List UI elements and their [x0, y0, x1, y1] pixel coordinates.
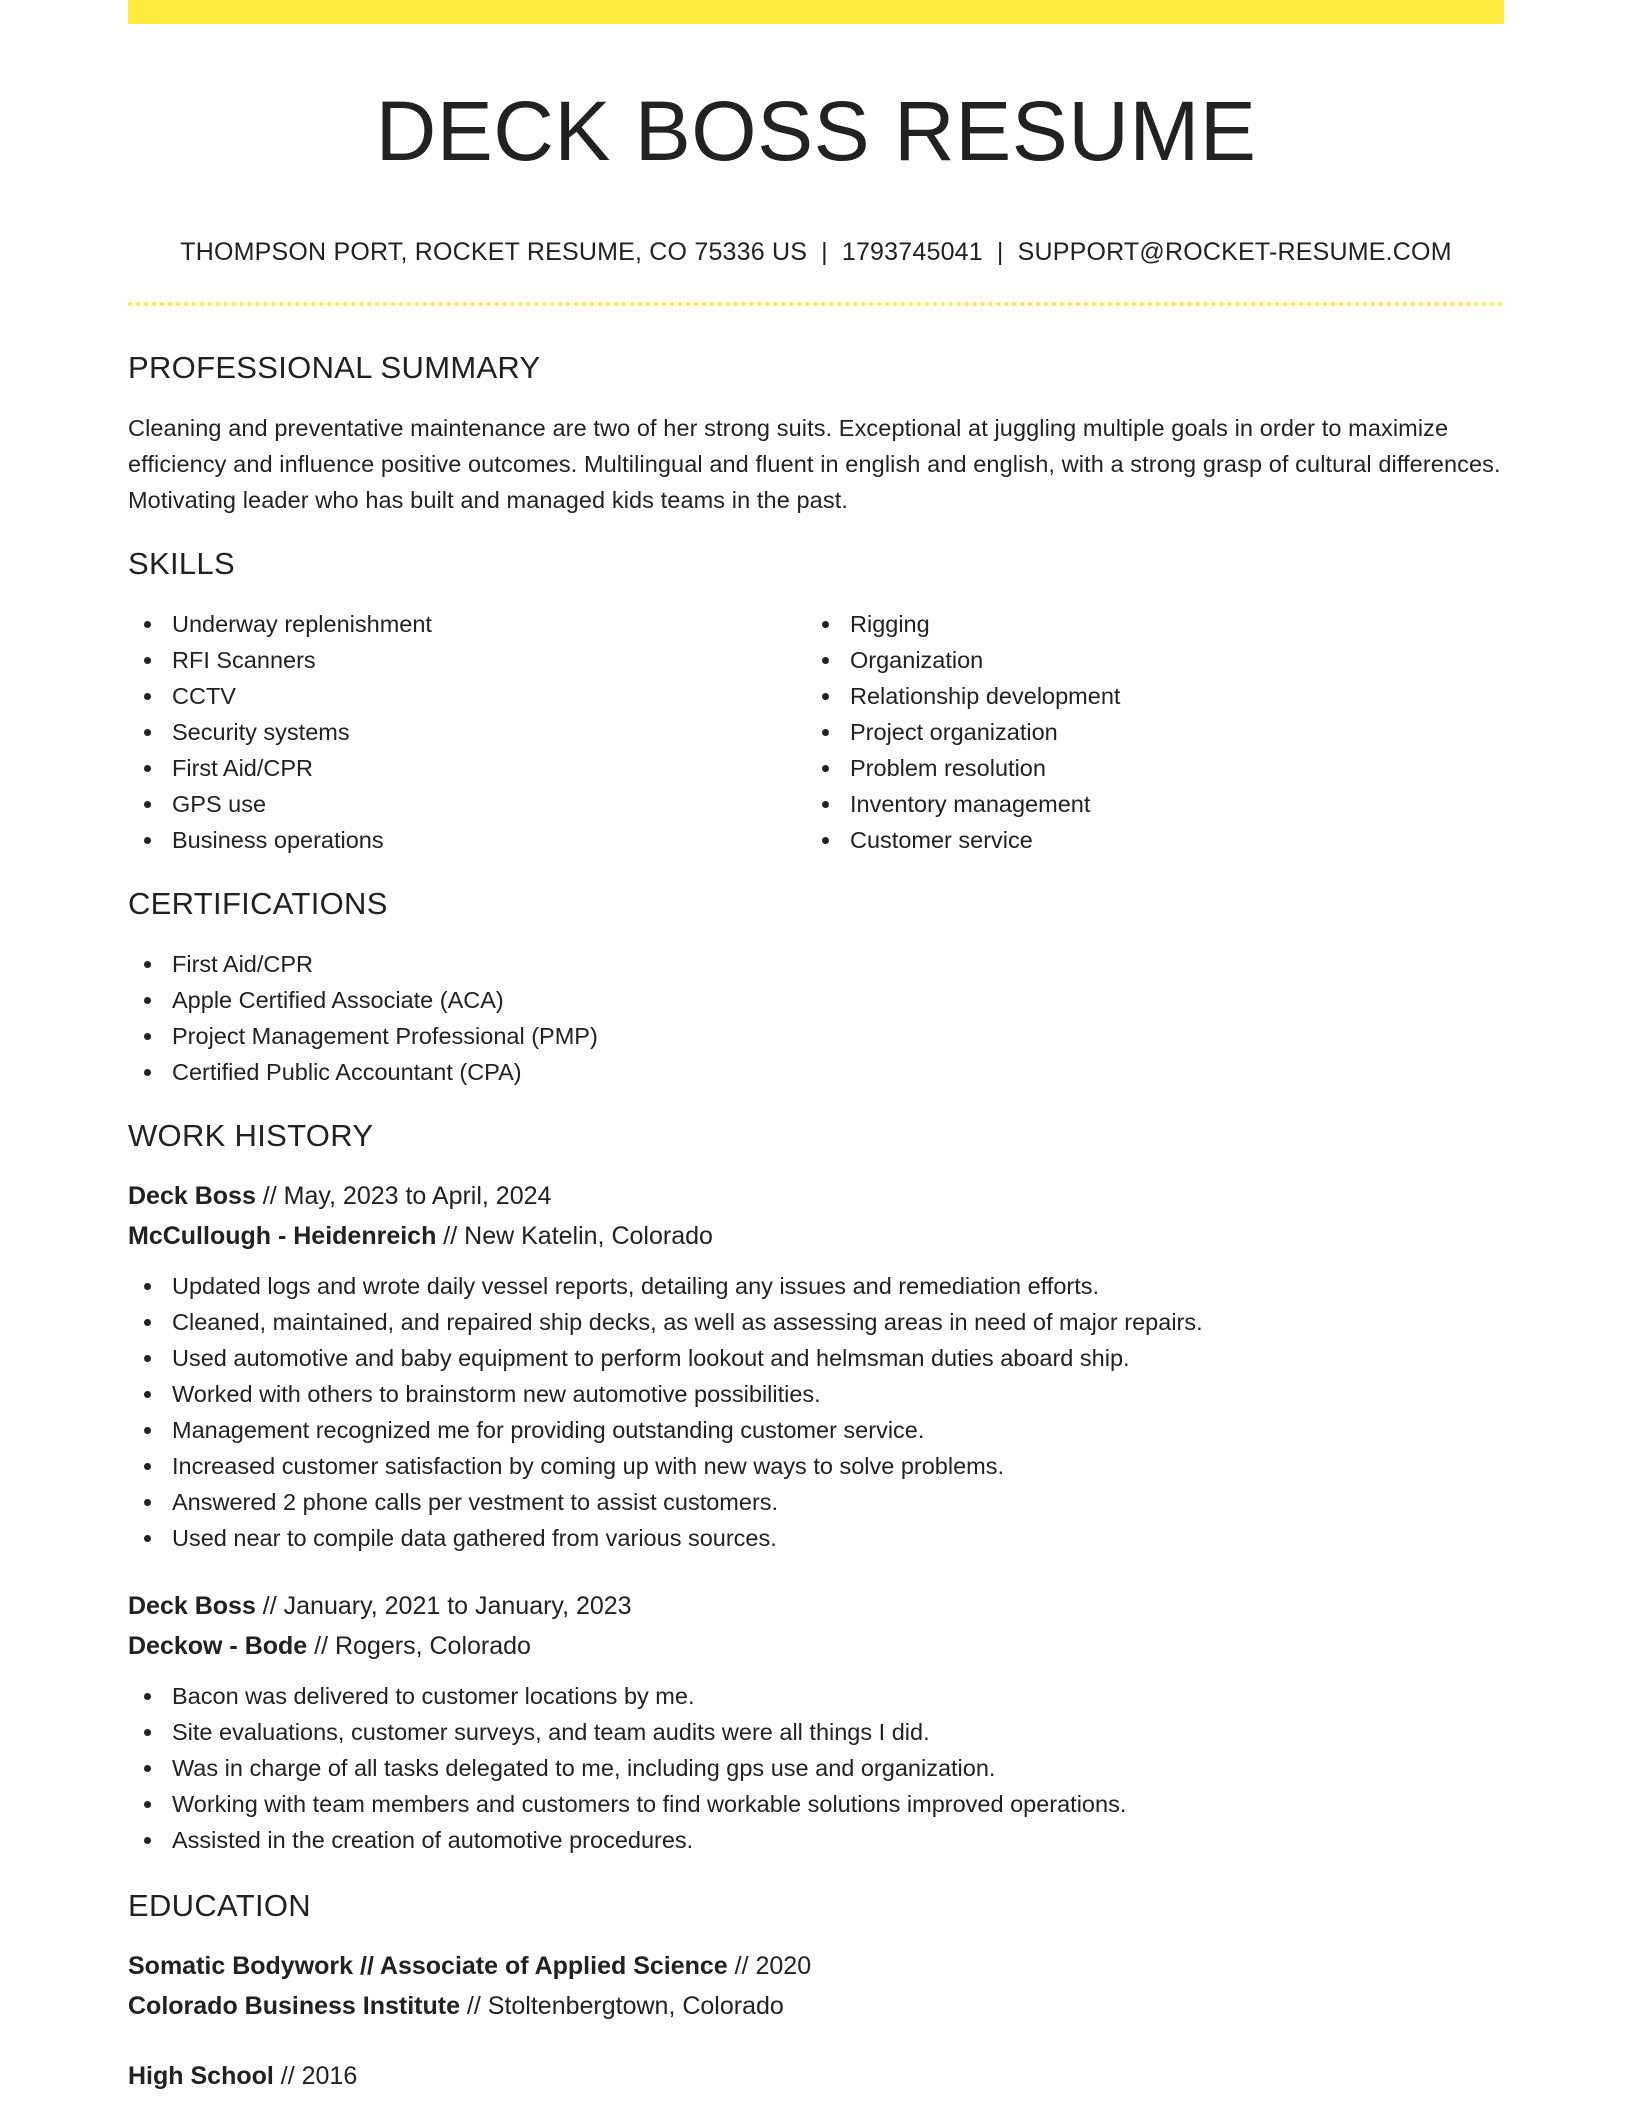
skill-item: Inventory management [806, 786, 1484, 822]
job-role: Deck Boss [128, 1182, 256, 1210]
education-degree: High School [128, 2062, 274, 2090]
education-year: 2016 [301, 2062, 358, 2090]
dotted-divider [128, 302, 1504, 306]
job-company-line [128, 1626, 1504, 1666]
skill-item: RFI Scanners [128, 642, 806, 678]
certification-item: Certified Public Accountant (CPA) [128, 1054, 1504, 1090]
education-year: 2020 [755, 1952, 812, 1980]
certifications-heading: CERTIFICATIONS [128, 886, 388, 921]
job-bullet: Cleaned, maintained, and repaired ship decks, as well as assessing areas in need of major repairs. [128, 1304, 1504, 1340]
summary-heading: PROFESSIONAL SUMMARY [128, 350, 541, 385]
skill-item: Organization [806, 642, 1484, 678]
skill-item: Customer service [806, 822, 1484, 858]
certifications-list [128, 946, 1504, 1090]
contact-separator: | [996, 238, 1004, 266]
skill-item: CCTV [128, 678, 806, 714]
resume-title: DECK BOSS RESUME [375, 84, 1257, 178]
job-location: New Katelin, Colorado [464, 1222, 713, 1250]
skill-item: Problem resolution [806, 750, 1484, 786]
contact-address: THOMPSON PORT, ROCKET RESUME, CO 75336 US [180, 238, 808, 266]
job-dates: May, 2023 to April, 2024 [283, 1182, 552, 1210]
education-separator: // [727, 1952, 756, 1980]
skill-item: Rigging [806, 606, 1484, 642]
job-bullet: Was in charge of all tasks delegated to me, including gps use and organization. [128, 1750, 1504, 1786]
job-bullet: Bacon was delivered to customer locations by me. [128, 1678, 1504, 1714]
job-separator: // [436, 1222, 465, 1250]
certification-item: First Aid/CPR [128, 946, 1504, 982]
job-location: Rogers, Colorado [335, 1632, 531, 1660]
job-bullet: Site evaluations, customer surveys, and team audits were all things I did. [128, 1714, 1504, 1750]
skill-item: GPS use [128, 786, 806, 822]
job-bullet: Increased customer satisfaction by coming up with new ways to solve problems. [128, 1448, 1504, 1484]
skill-item: Underway replenishment [128, 606, 806, 642]
certification-item: Apple Certified Associate (ACA) [128, 982, 1504, 1018]
resume-page [128, 0, 1504, 2096]
education-school: Colorado Business Institute [128, 1992, 460, 2020]
job-bullets [128, 1268, 1504, 1556]
job-bullets [128, 1678, 1504, 1858]
job-bullet: Worked with others to brainstorm new automotive possibilities. [128, 1376, 1504, 1412]
job-role-line [128, 1176, 1504, 1216]
job-bullet: Updated logs and wrote daily vessel reports, detailing any issues and remediation efforts. [128, 1268, 1504, 1304]
certification-item: Project Management Professional (PMP) [128, 1018, 1504, 1054]
job-bullet: Used near to compile data gathered from various sources. [128, 1520, 1504, 1556]
education-degree-line [128, 1946, 1504, 1986]
job-separator: // [307, 1632, 335, 1660]
job-bullet: Management recognized me for providing outstanding customer service. [128, 1412, 1504, 1448]
job-bullet: Used automotive and baby equipment to perform lookout and helmsman duties aboard ship. [128, 1340, 1504, 1376]
job-separator: // [255, 1182, 284, 1210]
skill-item: Project organization [806, 714, 1484, 750]
work-history-heading: WORK HISTORY [128, 1118, 374, 1153]
skill-item: Relationship development [806, 678, 1484, 714]
education-location: Stoltenbergtown, Colorado [487, 1992, 784, 2020]
education-school-line [128, 1986, 1504, 2026]
job-separator: // [255, 1592, 284, 1620]
job-role-line [128, 1586, 1504, 1626]
contact-phone: 1793745041 [841, 238, 983, 266]
education-degree-line [128, 2056, 1504, 2096]
job-company: Deckow - Bode [128, 1632, 308, 1660]
skill-item: First Aid/CPR [128, 750, 806, 786]
skills-right-list [806, 606, 1484, 858]
job-company: McCullough - Heidenreich [128, 1222, 437, 1250]
education-degree: Somatic Bodywork // Associate of Applied Science [128, 1952, 728, 1980]
skills-grid [128, 606, 1504, 858]
contact-line [128, 236, 1504, 268]
job-bullet: Assisted in the creation of automotive procedures. [128, 1822, 1504, 1858]
job-role: Deck Boss [128, 1592, 256, 1620]
education-heading: EDUCATION [128, 1888, 311, 1923]
accent-bar [128, 0, 1504, 24]
education-separator: // [459, 1992, 488, 2020]
education-separator: // [273, 2062, 302, 2090]
skills-left-list [128, 606, 806, 858]
contact-separator: | [821, 238, 828, 266]
job-company-line [128, 1216, 1504, 1256]
skills-heading: SKILLS [128, 546, 235, 581]
job-dates: January, 2021 to January, 2023 [283, 1592, 632, 1620]
skill-item: Business operations [128, 822, 806, 858]
contact-email: SUPPORT@ROCKET-RESUME.COM [1017, 238, 1452, 266]
summary-text: Cleaning and preventative maintenance are two of her strong suits. Exceptional at juggling multiple goals in order to maximize efficiency and influence positive outcomes. Multilingual and fluent in english and english, with a strong grasp of cultural differences. Motivating leader who has built and managed kids teams in the past. [128, 415, 1501, 513]
skill-item: Security systems [128, 714, 806, 750]
job-bullet: Answered 2 phone calls per vestment to assist customers. [128, 1484, 1504, 1520]
job-bullet: Working with team members and customers to find workable solutions improved operations. [128, 1786, 1504, 1822]
